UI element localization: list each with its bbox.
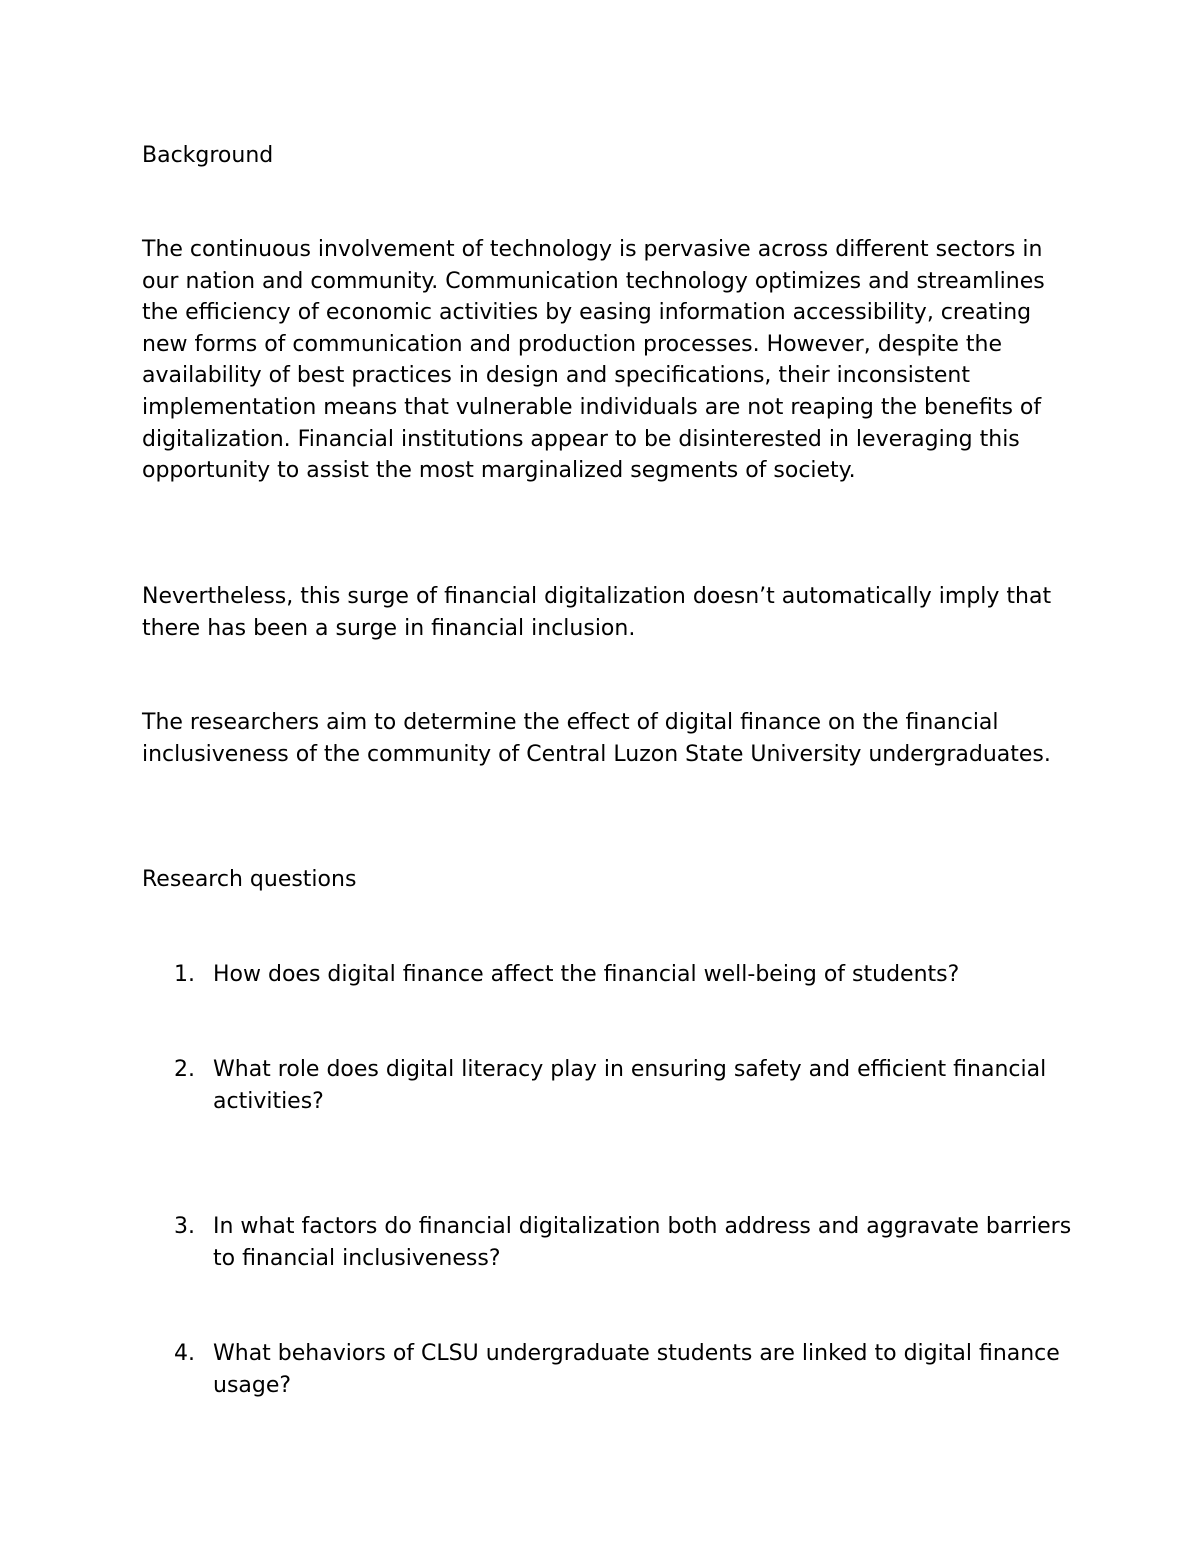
paragraph-background: The continuous involvement of technology is pervasive across different sectors in our nation and community. Communication technology optimizes and streamlines the efficiency of economic activities by easing information accessibility, creating new forms of communication and production processes. However, despite the availability of best practices in design and specifications, their inconsistent implementation means that vulnerable individuals are not reaping the benefits of digitalization. Financial institutions appear to be disinterested in leveraging this opportunity to assist the most marginalized segments of society. xyxy=(142,237,1045,484)
question-text: How does digital finance affect the financial well-being of students? xyxy=(213,962,960,987)
question-text: What behaviors of CLSU undergraduate students are linked to digital finance usage? xyxy=(213,1341,1060,1398)
heading-research-questions: Research questions xyxy=(142,867,357,892)
heading-background: Background xyxy=(142,143,274,168)
list-number: 3. xyxy=(174,1214,195,1239)
question-text: What role does digital literacy play in ensuring safety and efficient financial activities? xyxy=(213,1057,1047,1114)
list-number: 2. xyxy=(174,1057,195,1082)
paragraph-research-aim: The researchers aim to determine the effect of digital finance on the financial inclusiveness of the community of Central Luzon State University undergraduates. xyxy=(142,710,1051,767)
list-number: 1. xyxy=(174,962,195,987)
question-text: In what factors do financial digitalization both address and aggravate barriers to financial inclusiveness? xyxy=(213,1214,1072,1271)
paragraph-nevertheless: Nevertheless, this surge of financial digitalization doesn’t automatically imply that there has been a surge in financial inclusion. xyxy=(142,584,1052,641)
list-number: 4. xyxy=(174,1341,195,1366)
